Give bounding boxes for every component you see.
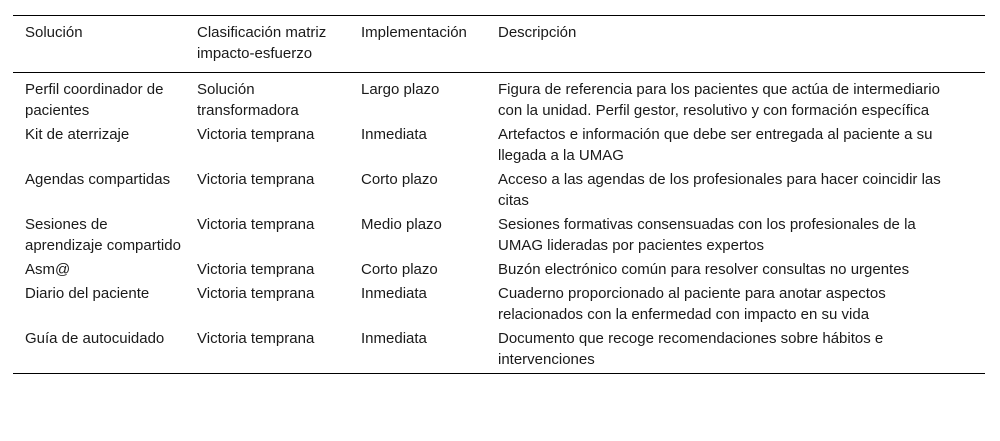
cell-classification: Victoria temprana <box>197 126 315 143</box>
header-solution: Solución <box>13 16 185 73</box>
table-row <box>13 327 985 374</box>
solutions-table <box>13 15 985 374</box>
table-row <box>13 213 985 258</box>
header-description: Descripción <box>486 16 985 73</box>
cell-description: Figura de referencia para los pacientes que actúa de intermediario con la unidad. Perfil gestor, resolutivo y con formación específica <box>498 81 940 119</box>
cell-solution: Guía de autocuidado <box>13 327 185 374</box>
cell-classification: Victoria temprana <box>197 261 315 278</box>
cell-classification: Victoria temprana <box>197 216 315 233</box>
table-header <box>13 16 985 73</box>
cell-solution: Perfil coordinador de pacientes <box>25 81 164 119</box>
cell-solution: Diario del paciente <box>25 285 150 302</box>
header-classification-line2: impacto-esfuerzo <box>197 45 313 62</box>
table-row <box>13 168 985 213</box>
cell-description: Acceso a las agendas de los profesionales para hacer coincidir las citas <box>498 171 941 209</box>
cell-implementation: Medio plazo <box>361 216 442 233</box>
cell-classification: Solución transformadora <box>197 81 299 119</box>
header-row <box>13 16 985 73</box>
cell-classification: Victoria temprana <box>185 327 349 374</box>
cell-implementation: Corto plazo <box>361 171 438 188</box>
cell-implementation: Corto plazo <box>361 261 438 278</box>
cell-description: Sesiones formativas consensuadas con los profesionales de la UMAG lideradas por pacientes expertos <box>498 216 916 254</box>
cell-classification: Victoria temprana <box>197 285 315 302</box>
header-classification <box>185 16 349 73</box>
table-row <box>13 73 985 124</box>
cell-description: Documento que recoge recomendaciones sobre hábitos e intervenciones <box>486 327 985 374</box>
cell-solution: Agendas compartidas <box>25 171 171 188</box>
cell-implementation: Largo plazo <box>361 81 440 98</box>
cell-solution: Kit de aterrizaje <box>25 126 130 143</box>
table-row <box>13 258 985 282</box>
cell-classification: Victoria temprana <box>197 171 315 188</box>
table-row <box>13 282 985 327</box>
cell-implementation: Inmediata <box>349 327 486 374</box>
table-row <box>13 123 985 168</box>
cell-description: Cuaderno proporcionado al paciente para anotar aspectos relacionados con la enfermedad con impacto en su vida <box>498 285 886 323</box>
cell-implementation: Inmediata <box>361 126 427 143</box>
cell-implementation: Inmediata <box>361 285 427 302</box>
header-implementation: Implementación <box>349 16 486 73</box>
cell-solution: Sesiones de aprendizaje compartido <box>25 216 181 254</box>
table-body <box>13 73 985 374</box>
cell-solution: Asm@ <box>25 261 71 278</box>
cell-description: Buzón electrónico común para resolver consultas no urgentes <box>498 261 910 278</box>
header-classification-line1: Clasificación matriz <box>197 24 327 41</box>
cell-description: Artefactos e información que debe ser entregada al paciente a su llegada a la UMAG <box>498 126 933 164</box>
